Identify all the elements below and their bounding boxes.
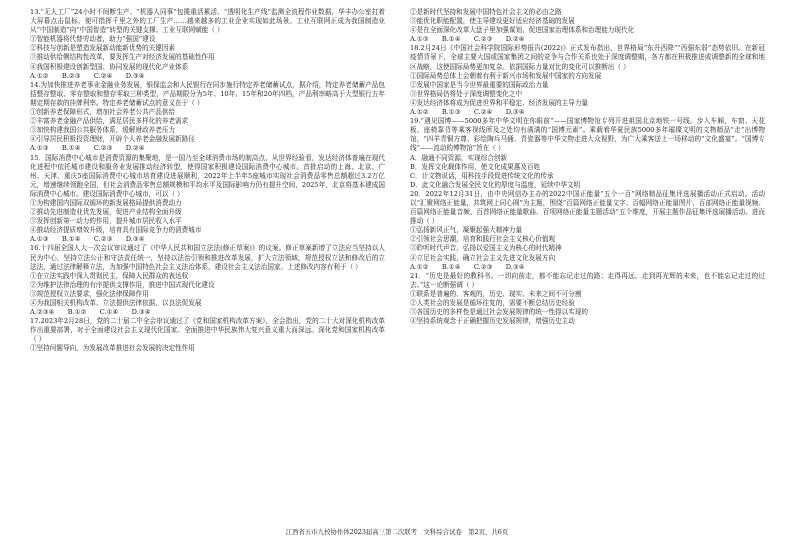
option-line: ③世界格局仍将处于深度调整变化之中 [410, 89, 523, 98]
answer-choices: A.①③ B.①④ C.②③ D.②④ [30, 144, 145, 153]
option-line: ②是新时代坚持和发展中国特色社会主义的必由之路 [410, 8, 562, 16]
option-line: ③发挥创新第一动力的作用，提升城市居民收入水平 [30, 217, 182, 226]
right-column [410, 8, 765, 326]
option-line: ③加快构建我国公共服务体系，缓解财政养老压力 [30, 126, 176, 135]
option-line: D．此文化融合发展全民文化的厚度与温度，延续中华文明 [410, 180, 581, 189]
option-line: ②推动先进制造业优先发展，促进产业结构全面升级 [30, 208, 182, 217]
option-line: ③聆听时代声音，弘扬以爱国主义为核心的时代精神 [410, 244, 562, 253]
option-line: ②引领社会思潮，培育和践行社会主义核心价值观 [410, 235, 556, 244]
option-line: ④是在全面深化改革大盘子里加强谋划，促进国家治理体系和治理能力现代化 [410, 26, 635, 35]
option-line: ②人类社会的发展是循环往复的，需要不断总结历史经验 [410, 299, 575, 307]
option-line: B．发挥文化载体作用，使文化成果惠及百姓 [410, 162, 541, 171]
question-17-stem: 17.2023年2月28日，党的二十届二中全会审议通过了《党和国家机构改革方案》，全会指出，党的二十大对深化机构改革作出重要部署，对于全面建设社会主义现代化国家、全面推进中华民族伟大复兴意义重大而深远。深化党和国家机构改革（ ） [30, 317, 385, 344]
page-footer: 江西省五市九校协作体2023届高三第二次联考 文科综合试卷 第2页，共6页 [285, 527, 509, 536]
question-16-stem: 16.十四届全国人大一次会议审议通过了《中华人民共和国立法法(修正草案)》的议案。修正草案新增了立法应当坚持以人民为中心，坚持立法公正和守法责任统一，坚持以法治引领和推进改革发展，扩大立法领域，规范授权立法和修改后的立法法，通过法律解释立法，为加强中国特色社会主义法治体系，建设社会主义法治国家。上述修改内容有利于（ ） [30, 244, 385, 271]
option-line: C．计文物说话，用科技手段促进传统文化的传承 [410, 171, 554, 180]
question-20-stem: 20．2022年12月31日，由中央网信办主办的2022中国正能量“五个一百”网络精品征集评选展播活动正式启动。活动以“汇聚网络正能量，共筑网上同心圆”为主题，围绕“百篇网络正能量文字、百幅网络正能量图片、百部网络正能量视频、百篇网络正能量音频、百首网络正能量歌曲、百项网络正能量主题活动”五个维度，开展主题作品征集评选展播活动。进而推动（ ） [410, 189, 765, 226]
option-line: ③规范授权立法要求，强化法律保障作用 [30, 289, 149, 298]
option-line: ④推动经济提质增效升级，培育具有国际竞争力的消费城市 [30, 226, 202, 235]
option-line: ②科技与创新是塑造发展新动能新优势的关键因素 [30, 44, 176, 53]
option-line: ①国际局势总体上会朝着有利于新兴市场和发展中国家的方向发展 [410, 71, 602, 80]
option-line: ①联系是普遍的、客观的，历史、现实、未来之间不可分割 [410, 289, 582, 298]
question-18-stem: 18.2月24日《中国社会科学院国际形势报告(2022)》正式发布指出，世界格局“东升西降”“西强东弱”态势依旧。在新冠疫情背景下，全球主要大国或国家集团之间的竞争与合作关系也处于深度调整期，各方都在积极推进或调整新的全球和地区战略，这使国际局势更加复杂。依据国际力量对比的变化可以推断出（ ） [410, 44, 765, 71]
answer-choices: A.②③④ B.①② C.①④ D.③④ [30, 308, 151, 317]
question-13-stem: 13.“无人工厂”24小时不间断生产、“机器人同事”包揽重活累活、“透明化生产线”监测全流程作业数据，华丰办公室打着大屏幕点击鼠标，便可指挥千里之外的工厂生产……越来越多的工业企业实现如此场景。工业互联网正成为我国制造业从“中国制造”向“中国智造”转型的关键支撑。工业互联网赋能（ ） [30, 8, 385, 35]
question-19-stem: 19.“遇见国博——5000多年中华文明在你眼前”——国家博物馆专列开进祖国北京地铁一号线。步入车厢，车窗、天花板、座椅靠背等乘客视线所及之处均有满满的“国博元素”。乘载着华夏民族5000多年璀璨文明的文物精品“走”出博物馆，“四羊青铜方尊、彩绘陶兵马俑、青瓷器等中华文物走进大众视野，为广大乘客送上一场移动的“文化盛宴”。“国博专线”——流动的博物馆”旨在（ ） [410, 117, 765, 153]
option-line: ①智能机器将代替劳动者，助力“强国”建设 [30, 35, 156, 44]
option-line: ③各国历史的多样性是通过社会发展规律的统一性得以实现的 [410, 308, 589, 317]
option-line: ④我国积极建设创新型国、协同发展的现代化产业体系 [30, 62, 189, 71]
option-line: ④坚持系统观念于正确把握历史发展规律，增强历史主动 [410, 317, 575, 326]
option-line: ①创新养老保障形式，增加社会养老公共产品供给 [30, 108, 176, 117]
option-line: ②为维护法律治理的有序提供支撑作用，推进中国式现代化建设 [30, 280, 215, 289]
option-line: ②丰富养老金融产品供给，满足居民多样化的养老需求 [30, 117, 189, 126]
option-line: ③能优化职能配置，使主导建设更好适应经济基础的发展 [410, 17, 575, 26]
option-line: A．融通不同资源，实现综合创新 [410, 153, 508, 162]
question-21-stem: 21．“历史是最好的教科书。一切向前走，都不能忘记走过的路；走得再远、走到再光辉的未来，也不能忘记走过的过去。”这一论断强调（ ） [410, 271, 765, 289]
question-15-stem: 15．国际消费中心城市是消费资源的集聚地，是一国乃至全球消费市场的制高点。从世界经验看，发达经济体普遍在现代化进程中依托城市建设和服务业发展推动经济转型，使得国家积极建设国际消费中心城市。首批启动的上海、北京、广州、天津、重庆5座国际消费中心城市培育建设进展顺利，2022年上半年5座城市实现社会消费品零售总额超过3.2万亿元，增速继续领跑全国，但社会消费品零售总额规模和平均水平及国际影响力仍有提升空间，2025年，北京将基本建成国际消费中心城市。建设国际消费中心城市，可以（ ） [30, 153, 385, 198]
option-line: ④引导居民积极投资理财，开辟个人养老金融发展新路径 [30, 135, 195, 144]
option-line: ①为构建国内国际双循环的新发展格局提供消费动力 [30, 198, 182, 207]
left-column [30, 8, 385, 354]
answer-choices: A.①③ B.①④ C.②③ D.③④ [30, 235, 145, 244]
option-line: ①在立法实践中深入贯彻民主，保障人民群众的表达权 [30, 271, 189, 280]
answer-choices: A.①② B.①④ C.②③ D.③④ [410, 262, 525, 271]
answer-choices: A.①② B.①③ C.②④ D.③④ [410, 108, 525, 117]
answer-choices: A.①③ B.①④ C.②③ D.②④ [410, 35, 525, 44]
option-line: ①弘扬新风正气，凝聚起强大精神力量 [410, 226, 523, 235]
option-line: ③推动供给侧结构性改革，要发挥生产对经济发展的基础性作用 [30, 53, 215, 62]
question-14-stem: 14.为加快推进养老事业金融业务发展，银保监会和人民银行在同步施行特定养老储蓄试点，据介绍，特定养老储蓄产品包括整存整取、零存整取和整存零取三种类型，产品期限分为5年、10年、15年和20年四档，产品利率略高于大型银行五年期定期存款的挂牌利率。特定养老储蓄试点的意义在于（ ） [30, 80, 385, 107]
option-line: ④为我国相关机构改革、立法提供法律依据，以良法促发展 [30, 299, 202, 307]
option-line: ④立足社会实践，确立社会主义先进文化发展方向 [410, 253, 556, 262]
answer-choices: A.①② B.②③ C.②④ D.③④ [30, 71, 145, 80]
option-line: ④发达经济体将成为促进世界和平稳定、经济发展的主导力量 [410, 98, 589, 107]
option-line: ①坚持问题导向，为发展改革推进社会发展的决定性作用 [30, 344, 195, 353]
option-line: ②发展中国家是当今世界最重要的国际政治力量 [410, 80, 549, 89]
